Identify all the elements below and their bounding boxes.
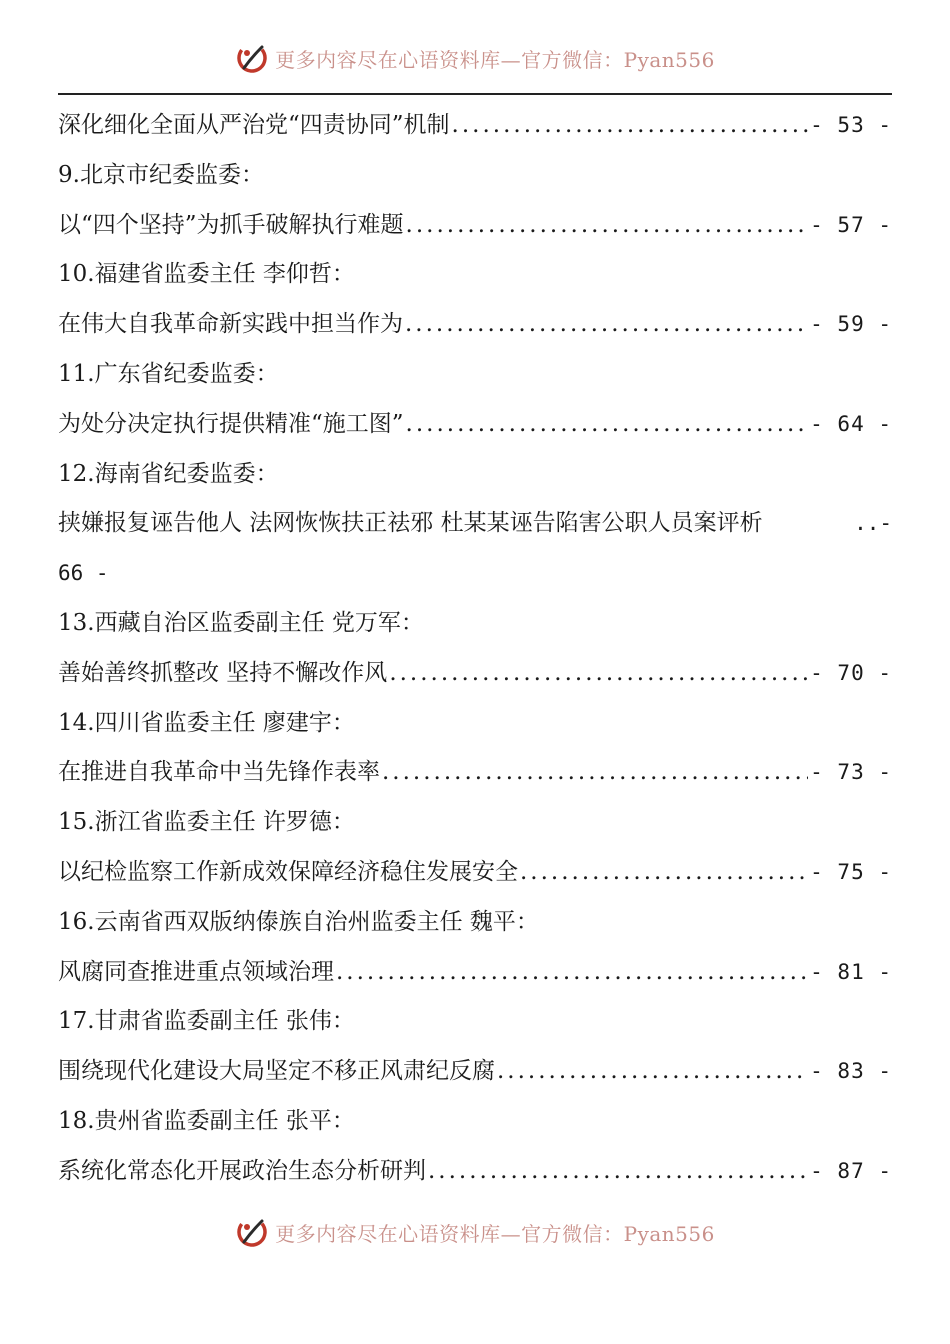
brush-swirl-logo-icon bbox=[235, 1215, 269, 1249]
toc-page-number: - 87 - bbox=[810, 1158, 892, 1183]
toc-entry[interactable] bbox=[58, 1047, 892, 1097]
toc-entry-title: 系统化常态化开展政治生态分析研判 bbox=[58, 1157, 426, 1184]
dot-leader bbox=[497, 1047, 808, 1097]
toc-entry-title: 风腐同查推进重点领域治理 bbox=[58, 958, 334, 985]
brush-swirl-logo-icon bbox=[235, 41, 269, 75]
dot-leader bbox=[428, 1147, 808, 1197]
toc-page-number: - 81 - bbox=[810, 959, 892, 984]
toc-entry-title: 在推进自我革命中当先锋作表率 bbox=[58, 759, 380, 786]
toc-section-heading: 11.广东省纪委监委： bbox=[58, 360, 279, 387]
toc-section-heading: 15.浙江省监委主任 许罗德： bbox=[58, 809, 355, 836]
toc-section-heading: 9.北京市纪委监委： bbox=[58, 161, 264, 188]
header-divider bbox=[58, 93, 892, 95]
toc-entry-title: 深化细化全面从严治党“四责协同”机制 bbox=[58, 112, 450, 138]
toc-page-number: - 83 - bbox=[810, 1059, 892, 1084]
toc-entry[interactable] bbox=[58, 201, 892, 251]
toc-entry-title: 挟嫌报复诬告他人 法网恢恢扶正祛邪 杜某某诬告陷害公职人员案评析 bbox=[58, 510, 763, 537]
toc-entry[interactable] bbox=[58, 748, 892, 798]
header-banner-text: 更多内容尽在心语资料库—官方微信：Pyan556 bbox=[275, 47, 715, 72]
toc-page-number: - 59 - bbox=[810, 312, 892, 337]
toc-section-heading: 17.甘肃省监委副主任 张伟： bbox=[58, 1008, 355, 1035]
toc-page-number: - 73 - bbox=[810, 760, 892, 785]
toc-page-number: - 57 - bbox=[810, 212, 892, 237]
toc-page-number: - 53 - bbox=[810, 113, 892, 137]
toc-entry[interactable] bbox=[58, 948, 892, 998]
header-banner bbox=[0, 38, 950, 78]
dot-leader bbox=[452, 101, 809, 151]
toc-entry[interactable] bbox=[58, 300, 892, 350]
toc-section-heading: 18.贵州省监委副主任 张平： bbox=[58, 1107, 355, 1134]
table-of-contents bbox=[58, 101, 892, 1197]
dot-leader bbox=[406, 400, 809, 450]
toc-entry[interactable] bbox=[58, 649, 892, 699]
toc-section-heading: 12.海南省纪委监委： bbox=[58, 460, 279, 487]
toc-entry-title: 善始善终抓整改 坚持不懈改作风 bbox=[58, 659, 388, 686]
toc-entry[interactable] bbox=[58, 101, 892, 151]
dot-leader bbox=[382, 748, 808, 798]
toc-page-number: - 64 - bbox=[810, 411, 892, 436]
toc-section-heading: 13.西藏自治区监委副主任 党万军： bbox=[58, 609, 424, 636]
dot-leader bbox=[405, 300, 808, 350]
toc-entry[interactable] bbox=[58, 499, 892, 549]
dot-leader bbox=[389, 649, 808, 699]
toc-page-number: - 75 - bbox=[810, 859, 892, 884]
toc-entry-title: 围绕现代化建设大局坚定不移正风肃纪反腐 bbox=[58, 1058, 495, 1085]
dot-leader bbox=[336, 948, 808, 998]
dot-leader bbox=[406, 201, 809, 251]
toc-section-heading: 16.云南省西双版纳傣族自治州监委主任 魏平： bbox=[58, 908, 539, 935]
toc-entry-title: 为处分决定执行提供精准“施工图” bbox=[58, 410, 404, 437]
toc-entry-title: 以纪检监察工作新成效保障经济稳住发展安全 bbox=[58, 858, 518, 885]
dot-leader: ..- bbox=[854, 511, 892, 536]
toc-entry[interactable] bbox=[58, 1147, 892, 1197]
toc-entry[interactable] bbox=[58, 400, 892, 450]
toc-section-heading: 10.福建省监委主任 李仰哲： bbox=[58, 261, 355, 288]
toc-section-heading: 14.四川省监委主任 廖建宇： bbox=[58, 709, 355, 736]
toc-page-number: - 70 - bbox=[810, 660, 892, 685]
toc-page-number: 66 - bbox=[58, 561, 109, 586]
toc-entry-title: 在伟大自我革命新实践中担当作为 bbox=[58, 311, 403, 338]
footer-banner bbox=[0, 1212, 950, 1252]
toc-entry[interactable] bbox=[58, 848, 892, 898]
dot-leader bbox=[520, 848, 808, 898]
toc-entry-title: 以“四个坚持”为抓手破解执行难题 bbox=[58, 211, 404, 238]
footer-banner-text: 更多内容尽在心语资料库—官方微信：Pyan556 bbox=[275, 1221, 715, 1246]
